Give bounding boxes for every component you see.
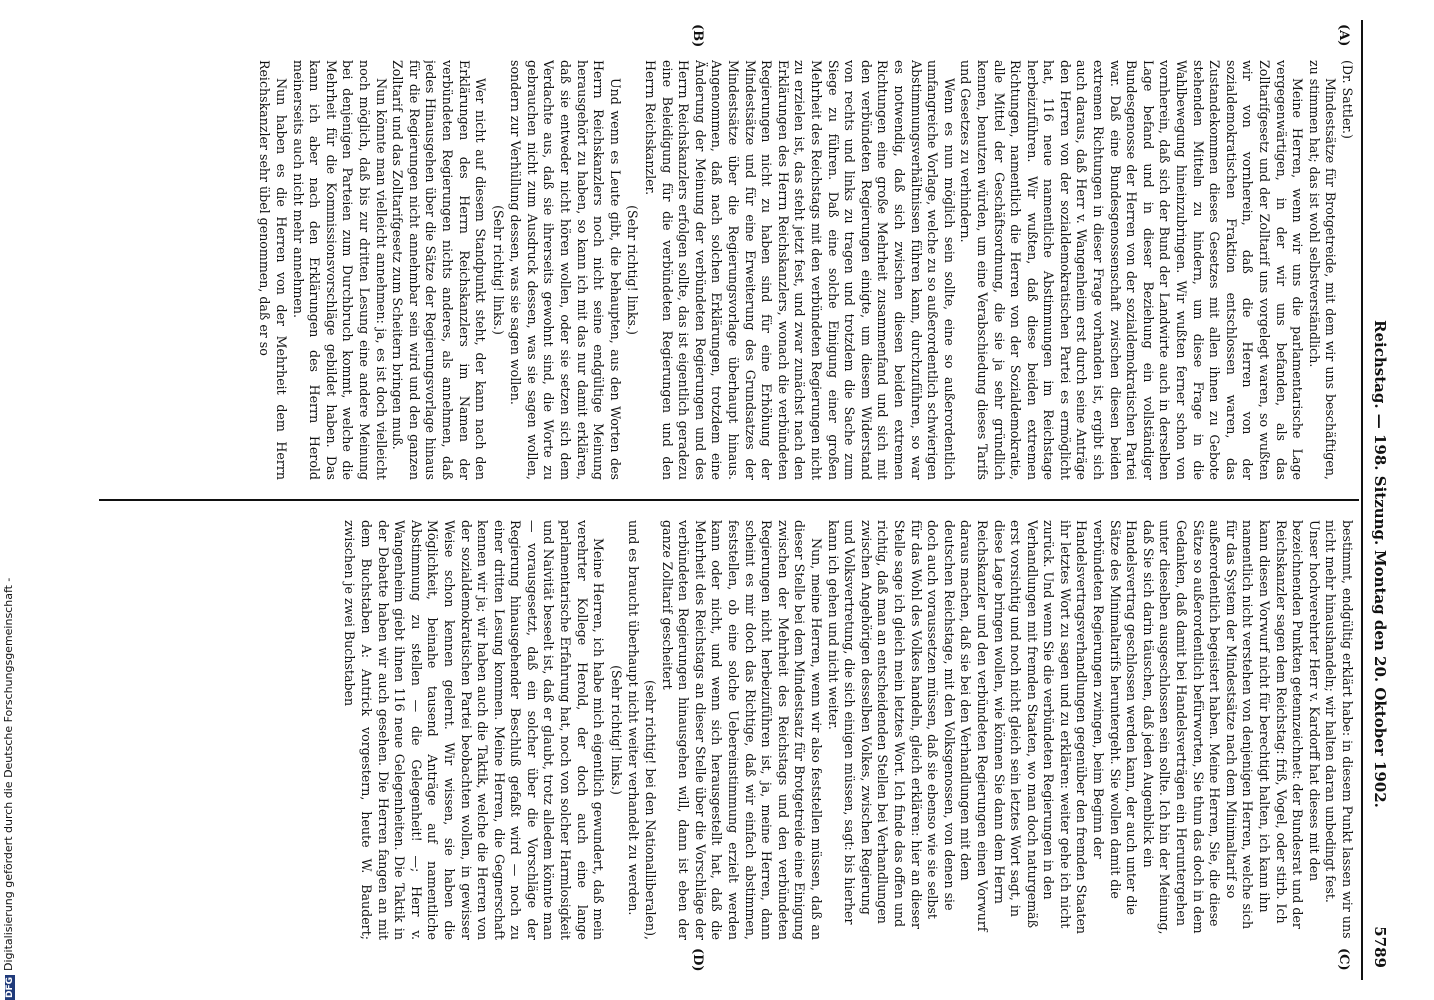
left-text-column xyxy=(105,60,1355,480)
paragraph: Meine Herren, wenn wir uns die parlamentarische Lage vergegenwärtigen, in der wir uns befanden, als das Zolltarifgesetz und der Zolltarif uns vorgelegt waren, so wußten wir von vornherein, daß die Herren von der sozialdemokratischen Fraktion entschlossen waren, das Zustandekommen dieses Gesetzes mit allen ihnen zu Gebote stehenden Mitteln zu hindern, um diese Frage in die Wahlbewegung hineinzubringen. Wir wußten ferner schon von vornherein, daß sich der Bund der Landwirte auch in derselben Lage befand und in dieser Beziehung ein vollständiger Bundesgenosse der Herren von der sozialdemokratischen Partei war. Daß eine Bundesgenossenschaft zwischen diesen beiden extremen Richtungen in dieser Frage vorhanden ist, ergibt sich auch daraus, daß Herr v. Wangenheim erst durch seine Anträge den Herren von der sozialdemokratischen Partei es ermöglicht hat, 116 neue namentliche Abstimmungen im Reichstage herbeizuführen. Wir wußten, daß diese beiden extremen Richtungen, namentlich die Herren von der Sozialdemokratie, alle Mittel der Geschäftsordnung, die sie ja sehr gründlich kennen, benutzen würden, um eine Verabschiedung dieses Tarifs und Gesetzes zu verhindern. xyxy=(958,60,1306,480)
stage-direction: (sehr richtig! bei den Nationalliberalen), xyxy=(643,679,659,940)
paragraph-continued: bestimmt, endgültig erklärt habe: in diesem Punkt lassen wir uns nicht mehr hinaushandeln; wir halten daran unbedingt fest. Unser hochverehrter Herr v. Kardorff hat dieses mit den bezeichnenden Punkten getennzeichnet: der Bundesrat und der Reichskanzler sagen dem Reichstag: friß, Vogel, oder stirb. Ich kann diesen Vorwurf nicht für berechtigt halten, ich kann ihn namentlich nicht verstehen von denjenigen Herren, welche sich für das System der Mindestsätze nach dem Minimaltarif so außerordentlich begeistert haben. Meine Herren, Sie, die diese Sätze so außerordentlich befürworten, Sie thun das doch in dem Gedanken, daß damit bei Handelsverträgen ein Heruntergehen unter dieselben ausgeschlossen sein sollte. Ich bin der Meinung, daß Sie sich darin täuschen, daß jeden Augenblick ein Handelsvertrag geschlossen werden kann, der auch unter die Sätze des Minimaltarifs heruntergeht. Sie wollen damit die verbündeten Regierungen zwingen, beim Beginn der Handelsvertragsverhandlungen gegenüber den fremden Staaten ihr letztes Wort zu sagen und zu erklären: weiter gehe ich nicht zurück. Und wenn Sie die verbündeten Regierungen in den Verhandlungen mit fremden Staaten, wo man doch naturgemäß erst vorsichtig und noch nicht gleich sein letztes Wort sagt, in diese Lage bringen wollen, wie können Sie dann dem Herrn Reichskanzler und den verbündeten Regierungen einen Vorwurf daraus machen, daß sie bei den Verhandlungen mit dem deutschen Reichstage, mit den Volksgenossen, von denen sie doch auch voraussetzen müssen, daß sie ebenso wie sie selbst für das Wohl des Volkes handeln, gleich erklären: hier an dieser Stelle sage ich gleich mein letztes Wort. Ich finde das offen und richtig, daß man an entscheidenden Stellen bei Verhandlungen zwischen Angehörigen desselben Volkes, zwischen Regierung und Volksvertretung, die sich einigen müssen, sagt: bis hierher kann ich gehen und nicht weiter. xyxy=(825,520,1355,939)
credit-text: Digitalisierung gefördert durch die Deutsche Forschungsgemeinschaft - xyxy=(2,577,15,971)
paragraph-continued: und es braucht überhaupt nicht weiter verhandelt zu werden. xyxy=(626,520,642,916)
paragraph: Nun, meine Herren, wenn wir also feststellen müssen, daß an dieser Stelle bei dem Mindestsatz für Brotgetreide eine Einigung zwischen der Mehrheit des Reichstags und den verbündeten Regierungen nicht herbeizuführen ist, ja, meine Herren, dann scheint es mir doch das Richtige, daß wir einfach abstimmen, feststellen, ob eine solche Uebereinstimmung erzielt werden kann oder nicht, und wenn sich herausgestellt hat, daß die Mehrheit des Reichstags an dieser Stelle über die Vorschläge der verbündeten Regierungen hinausgehen will, dann ist eben der ganze Zolltarif gescheitert xyxy=(659,520,824,940)
stage-direction: (Sehr richtig! links.) xyxy=(490,205,506,335)
header-date: Montag den 20. Oktober 1902. xyxy=(1371,550,1389,808)
paragraph: Mindestsätze für Brotgetreide, mit dem wir uns beschäftigen, zu stimmen hat; das ist wohl selbstverständlich. xyxy=(1306,60,1339,480)
paragraph: Wenn es nun möglich sein sollte, eine so außerordentlich umfangreiche Vorlage, welche zu so außerordentlich schwierigen Abstimmungsverhältnissen führen kann, durchzuführen, so war es notwendig, daß sich zwischen diesen beiden extremen Richtungen eine große Mehrheit zusammenfand und sich mit den verbündeten Regierungen einigte, um diesem Widerstand von rechts und links zu tragen und trotzdem die Sache zum Siege zu führen. Daß eine solche Einigung einer großen Mehrheit des Reichstags mit den verbündeten Regierungen nicht zu erzielen ist, das steht jetzt fest, und zwar zunächst nach den Erklärungen des Herrn Reichskanzlers, wonach die verbündeten Regierungen nicht zu haben sind für eine Erhöhung der Mindestsätze und für eine Erweiterung des Grundsatzes der Mindestsätze über die Regierungsvorlage überhaupt hinaus. Angenommen, daß nach solchen Erklärungen, trotzdem eine Änderung der Meinung der verbündeten Regierungen und des Herrn Reichskanzlers erfolgen sollte, das ist eigentlich geradezu eine Beleidigung für die verbündeten Regierungen und den Herrn Reichskanzler. xyxy=(643,60,957,480)
paragraph: Meine Herren, ich habe mich eigentlich gewundert, daß mein verehrter Kollege Herold, der doch auch eine lange parlamentarische Erfahrung hat, noch von solcher Harmlosigkeit und Naivität beseelt ist, daß er glaubt, trotz alledem könnte man — vorausgesetzt, daß ein solcher über die Vorschläge der Regierung hinausgehender Beschluß gefaßt wird — noch zu einer dritten Lesung kommen. Meine Herren, die Gegnerschaft kennen wir ja; wir haben auch die Taktik, welche die Herren von der sozialdemokratischen Partei beobachten wollen, in gewisser Weise schon kennen gelernt. Wir wissen, sie haben die Möglichkeit, beinahe tausend Anträge auf namentliche Abstimmung zu stellen — die Gelegenheit! —; Herr v. Wangenheim giebt ihnen 116 neue Gelegenheiten. Die Taktik in der Debatte haben wir auch gesehen. Die Herren fangen an mit dem Buchstaben A: Antrick vorgestern, heute W. Baudert; zwischen je zwei Buchstaben xyxy=(342,520,607,940)
column-divider xyxy=(99,499,1359,501)
margin-mark-a: (A) xyxy=(1336,24,1351,47)
dfg-logo: DFG xyxy=(5,976,15,998)
margin-mark-d: (D) xyxy=(690,948,705,972)
stage-direction: (Sehr richtig! links.) xyxy=(608,665,624,795)
paragraph: Und wenn es Leute gibt, die behaupten, aus den Worten des Herrn Reichskanzlers noch nicht seine endgültige Meinung herausgehört zu haben, so kann ich mit das nur damit erklären, daß sie entweder nicht hören wollen, oder sie setzen sich dem Verdachte aus, daß sie ihrerseits gewohnt sind, die Worte zu gebrauchen nicht zum Ausdruck dessen, was sie sagen wollen, sondern zur Verhüllung dessen, was sie sagen wollen. xyxy=(508,60,623,480)
header-rule xyxy=(1361,20,1363,980)
header-session-title: Reichstag. — 198. Sitzung. xyxy=(1371,320,1389,546)
paragraph: Wer nicht auf diesem Standpunkt steht, der kann nach den Erklärungen des Herrn Reichskanzlers im Namen der verbündeten Regierungen nichts anderes, als annehmen, daß jedes Hinausgehen über die Sätze der Regierungsvorlage hinaus für die Regierungen nicht annehmbar sein wird und den ganzen Zolltarif und das Zolltarifgesetz zum Scheitern bringen muß. xyxy=(390,60,489,480)
right-text-column xyxy=(105,520,1355,940)
margin-mark-c: (C) xyxy=(1336,948,1351,971)
page-header xyxy=(1365,20,1395,980)
digitization-credit xyxy=(2,578,15,1000)
paragraph: Nun haben es die Herren von der Mehrheit dem Herrn Reichskanzler sehr übel genommen, daß er so xyxy=(257,60,289,480)
rotated-newspaper-page xyxy=(85,20,1395,980)
stage-direction: (Sehr richtig! links.) xyxy=(625,205,641,335)
page-number: 5789 xyxy=(1371,926,1389,968)
paragraph: Nun könnte man vielleicht annehmen: ja, es ist doch vielleicht noch möglich, daß bis zur dritten Lesung eine andere Meinung bei denjenigen Parteien zum Durchbruch kommt, welche die Mehrheit für die Kommissionsvorschläge gebildet haben. Das kann ich aber nach den Erklärungen des Herrn Herold meinerseits auch nicht mehr annehmen. xyxy=(290,60,389,480)
margin-mark-b: (B) xyxy=(690,24,705,48)
speaker-label: (Dr. Sattler.) xyxy=(1340,60,1355,139)
